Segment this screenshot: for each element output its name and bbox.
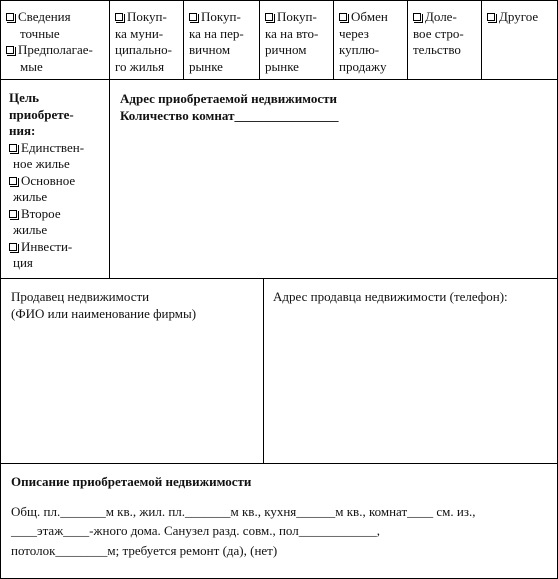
seller-label: Продавец недвижимости [11,289,150,304]
seller-address-label: Адрес продавца недвижимости (телефон): [273,289,508,304]
label: тельство [413,42,461,57]
label: вичном [189,42,231,57]
checkbox-assumed[interactable] [6,42,105,59]
checkbox-icon[interactable] [6,46,14,54]
label: Второе [21,205,61,221]
description-line: потолок________м; требуется ремонт (да), (нет) [11,542,278,558]
label: Доле- [425,9,457,24]
checkbox-icon[interactable] [339,13,347,21]
label: вое стро- [413,25,464,41]
checkbox-icon[interactable] [9,243,17,251]
seller-cell[interactable] [0,278,264,464]
label: Основное [21,172,76,188]
label: Покуп- [127,9,167,24]
checkbox-icon[interactable] [9,144,17,152]
checkbox-icon[interactable] [487,13,495,21]
checkbox-icon[interactable] [6,13,14,21]
checkbox-icon[interactable] [9,210,17,218]
option-shared-construction[interactable] [407,0,482,80]
label: куплю- [339,42,380,57]
label: Инвести- [21,238,73,254]
option-exchange[interactable] [333,0,408,80]
checkbox-icon[interactable] [115,13,123,21]
checkbox-investment[interactable] [9,239,105,256]
checkbox-icon[interactable] [413,13,421,21]
label: ричном [265,42,307,57]
label: продажу [339,58,387,74]
label: ное жилье [13,156,70,171]
label: Покуп- [277,9,317,24]
label-cont: мые [20,58,43,74]
description-line: ____этаж____-жного дома. Санузел разд. совм., пол____________, [11,523,380,538]
label: Другое [499,9,539,24]
label: жилье [13,189,48,204]
checkbox-second-home[interactable] [9,206,105,223]
purpose-cell [0,79,110,279]
property-address-label: Адрес приобретаемой недвижимости [120,91,338,106]
label: жилье [13,222,48,237]
option-info-accuracy [0,0,110,80]
label-cont: точные [20,25,60,41]
option-municipal[interactable] [109,0,184,80]
label: рынке [265,58,299,74]
label: Обмен [351,9,388,24]
checkbox-precise[interactable] [6,9,105,26]
checkbox-icon[interactable] [9,177,17,185]
label: рынке [189,58,223,74]
label: ка муни- [115,25,164,41]
description-line: Общ. пл._______м кв., жил. пл._______м кв., кухня______м кв., комнат____ см. из., [11,503,476,519]
purpose-title: приобрете- [9,106,74,122]
rooms-count-label: Количество комнат________________ [120,107,339,123]
label: ция [13,255,33,270]
purpose-title: ния: [9,123,36,138]
property-address-cell[interactable] [109,79,558,279]
label: Предполагае- [18,42,93,57]
purpose-title: Цель [9,90,40,105]
checkbox-only-home[interactable] [9,140,105,157]
description-title: Описание приобретаемой недвижимости [11,474,252,489]
label: ка на пер- [189,25,244,41]
seller-address-cell[interactable] [263,278,558,464]
label: Сведения [18,9,71,24]
label: Покуп- [201,9,241,24]
label: Единствен- [21,139,85,155]
option-other[interactable] [481,0,558,80]
checkbox-icon[interactable] [189,13,197,21]
description-cell[interactable] [0,463,558,579]
option-primary-market[interactable] [183,0,260,80]
option-secondary-market[interactable] [259,0,334,80]
seller-sublabel: (ФИО или наименование фирмы) [11,305,197,321]
checkbox-main-home[interactable] [9,173,105,190]
label: ципально- [115,42,172,57]
label: го жилья [115,58,165,74]
checkbox-icon[interactable] [265,13,273,21]
label: через [339,25,369,41]
label: ка на вто- [265,25,319,41]
